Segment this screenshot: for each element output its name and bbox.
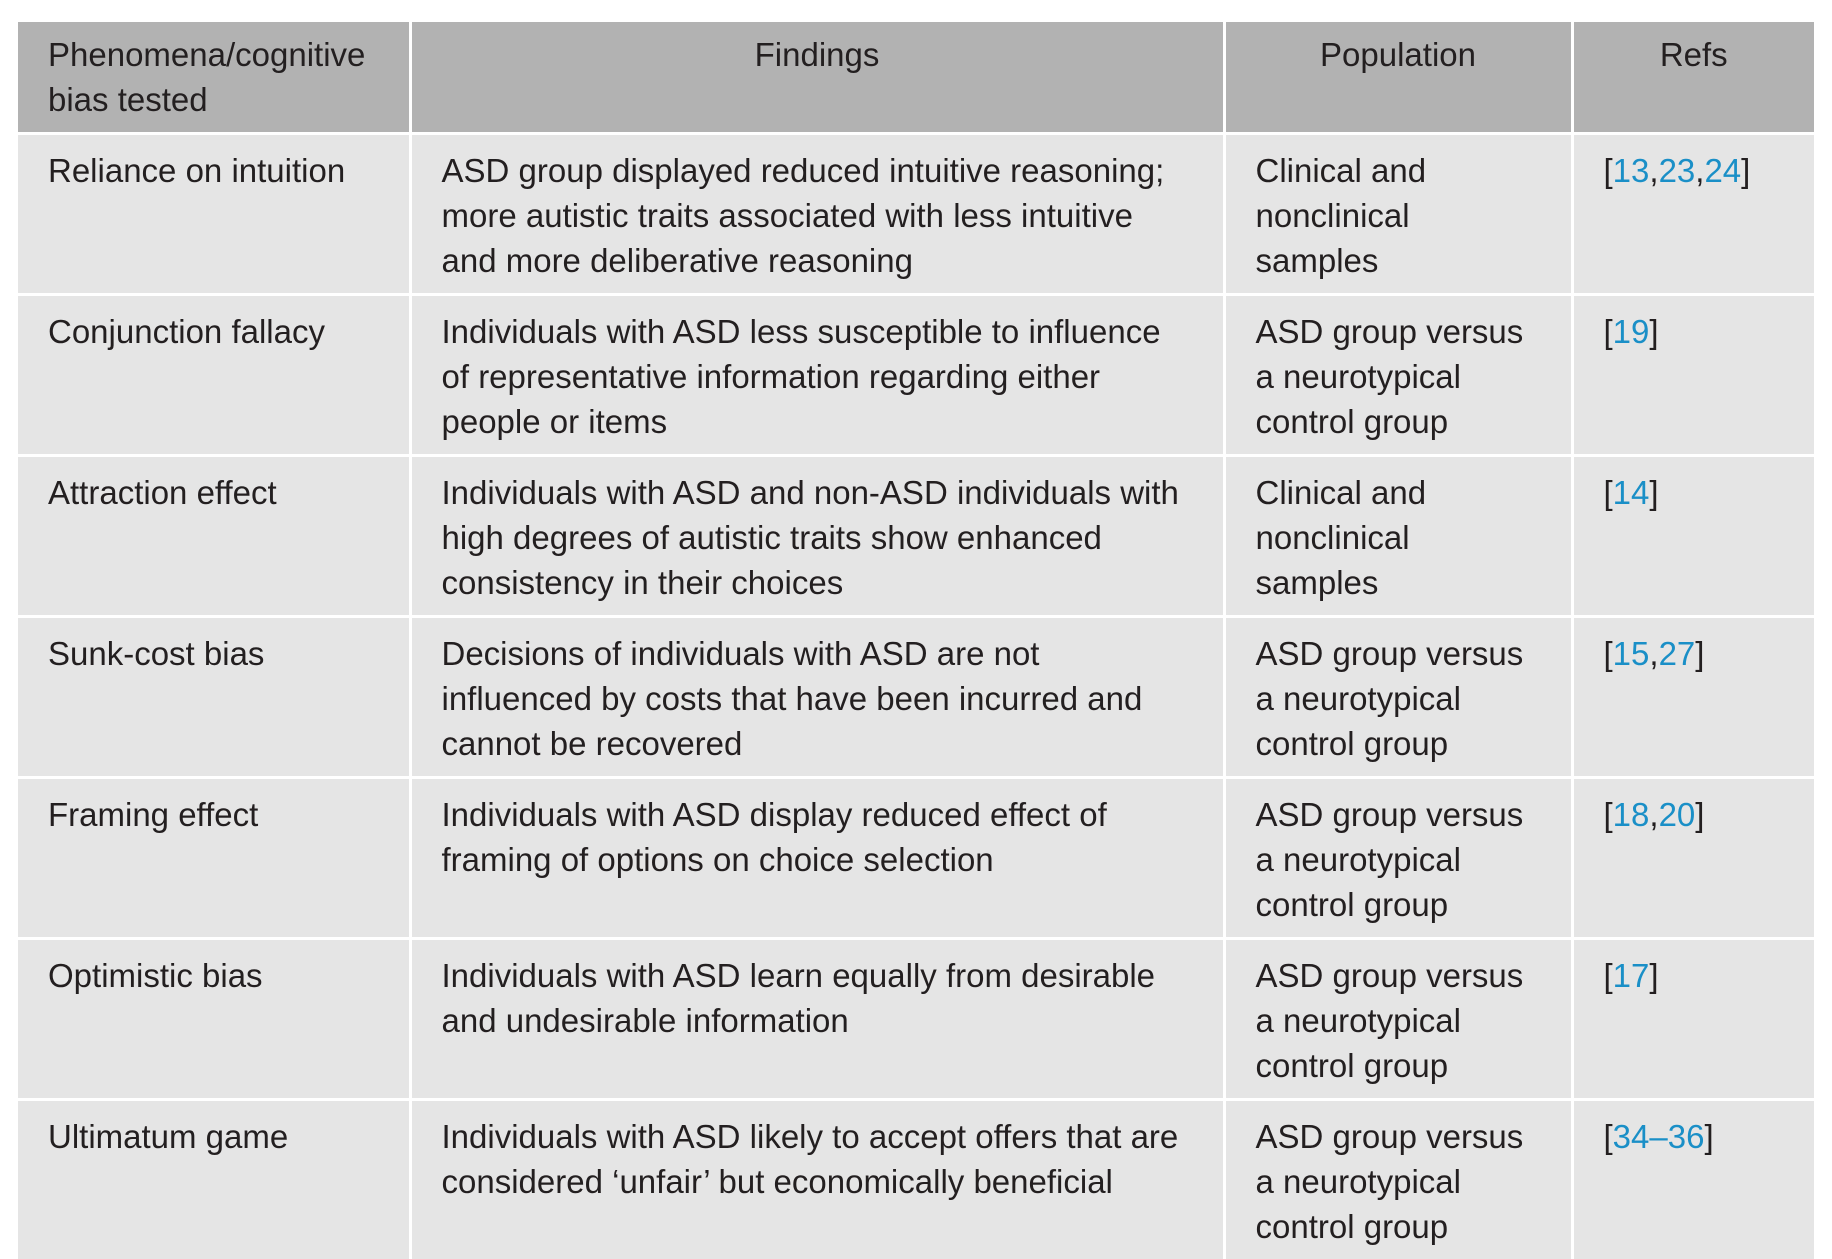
cell-bias: Reliance on intuition (18, 134, 410, 295)
ref-link[interactable]: 18 (1613, 796, 1650, 833)
cell-refs (1572, 778, 1814, 939)
cell-bias: Ultimatum game (18, 1100, 410, 1259)
ref-bracket-close: ] (1704, 1118, 1713, 1155)
cell-population: ASD group versus a neurotypical control group (1224, 617, 1572, 778)
table-row (18, 295, 1814, 456)
ref-link[interactable]: 23 (1659, 152, 1696, 189)
cell-findings: Individuals with ASD learn equally from desirable and undesirable information (410, 939, 1224, 1100)
header-refs: Refs (1572, 22, 1814, 134)
cognitive-bias-table (18, 22, 1814, 1259)
ref-bracket-open: [ (1604, 635, 1613, 672)
header-bias: Phenomena/cognitive bias tested (18, 22, 410, 134)
cell-findings: Decisions of individuals with ASD are not influenced by costs that have been incurred and cannot be recovered (410, 617, 1224, 778)
ref-link[interactable]: 14 (1613, 474, 1650, 511)
ref-link[interactable]: 27 (1659, 635, 1696, 672)
table-row (18, 134, 1814, 295)
ref-link[interactable]: 19 (1613, 313, 1650, 350)
cell-population: ASD group versus a neurotypical control group (1224, 778, 1572, 939)
cell-population: Clinical and nonclinical samples (1224, 456, 1572, 617)
table-row (18, 778, 1814, 939)
table-container (18, 22, 1814, 1259)
cell-refs (1572, 456, 1814, 617)
ref-link[interactable]: 20 (1659, 796, 1696, 833)
ref-link[interactable]: 24 (1704, 152, 1741, 189)
cell-population: ASD group versus a neurotypical control group (1224, 939, 1572, 1100)
ref-link[interactable]: 13 (1613, 152, 1650, 189)
cell-refs (1572, 295, 1814, 456)
cell-bias: Conjunction fallacy (18, 295, 410, 456)
cell-findings: Individuals with ASD and non-ASD individuals with high degrees of autistic traits show enhanced consistency in their choices (410, 456, 1224, 617)
table-row (18, 456, 1814, 617)
ref-link[interactable]: 15 (1613, 635, 1650, 672)
ref-bracket-close: ] (1741, 152, 1750, 189)
table-row (18, 1100, 1814, 1259)
caption-fragment (18, 0, 1814, 14)
ref-bracket-open: [ (1604, 313, 1613, 350)
table-row (18, 939, 1814, 1100)
ref-link[interactable]: 34–36 (1613, 1118, 1705, 1155)
ref-bracket-close: ] (1649, 957, 1658, 994)
ref-separator: , (1649, 635, 1658, 672)
ref-bracket-open: [ (1604, 796, 1613, 833)
table-body (18, 134, 1814, 1259)
ref-link[interactable]: 17 (1613, 957, 1650, 994)
cell-population: ASD group versus a neurotypical control group (1224, 295, 1572, 456)
cell-bias: Optimistic bias (18, 939, 410, 1100)
header-row (18, 22, 1814, 134)
cell-bias: Framing effect (18, 778, 410, 939)
ref-separator: , (1649, 152, 1658, 189)
ref-bracket-close: ] (1649, 474, 1658, 511)
cell-bias: Attraction effect (18, 456, 410, 617)
cell-refs (1572, 1100, 1814, 1259)
ref-bracket-close: ] (1695, 635, 1704, 672)
ref-bracket-open: [ (1604, 152, 1613, 189)
cell-findings: Individuals with ASD display reduced effect of framing of options on choice selection (410, 778, 1224, 939)
ref-bracket-close: ] (1649, 313, 1658, 350)
cell-refs (1572, 134, 1814, 295)
ref-bracket-open: [ (1604, 957, 1613, 994)
ref-bracket-open: [ (1604, 1118, 1613, 1155)
cell-refs (1572, 939, 1814, 1100)
cell-refs (1572, 617, 1814, 778)
cell-findings: Individuals with ASD less susceptible to influence of representative information regarding either people or items (410, 295, 1224, 456)
header-findings: Findings (410, 22, 1224, 134)
cell-bias: Sunk-cost bias (18, 617, 410, 778)
cell-findings: Individuals with ASD likely to accept offers that are considered ‘unfair’ but economically beneficial (410, 1100, 1224, 1259)
cell-population: Clinical and nonclinical samples (1224, 134, 1572, 295)
cell-findings: ASD group displayed reduced intuitive reasoning; more autistic traits associated with less intuitive and more deliberative reasoning (410, 134, 1224, 295)
ref-separator: , (1695, 152, 1704, 189)
header-population: Population (1224, 22, 1572, 134)
table-header (18, 22, 1814, 134)
cell-population: ASD group versus a neurotypical control group (1224, 1100, 1572, 1259)
ref-bracket-open: [ (1604, 474, 1613, 511)
ref-separator: , (1649, 796, 1658, 833)
ref-bracket-close: ] (1695, 796, 1704, 833)
table-row (18, 617, 1814, 778)
